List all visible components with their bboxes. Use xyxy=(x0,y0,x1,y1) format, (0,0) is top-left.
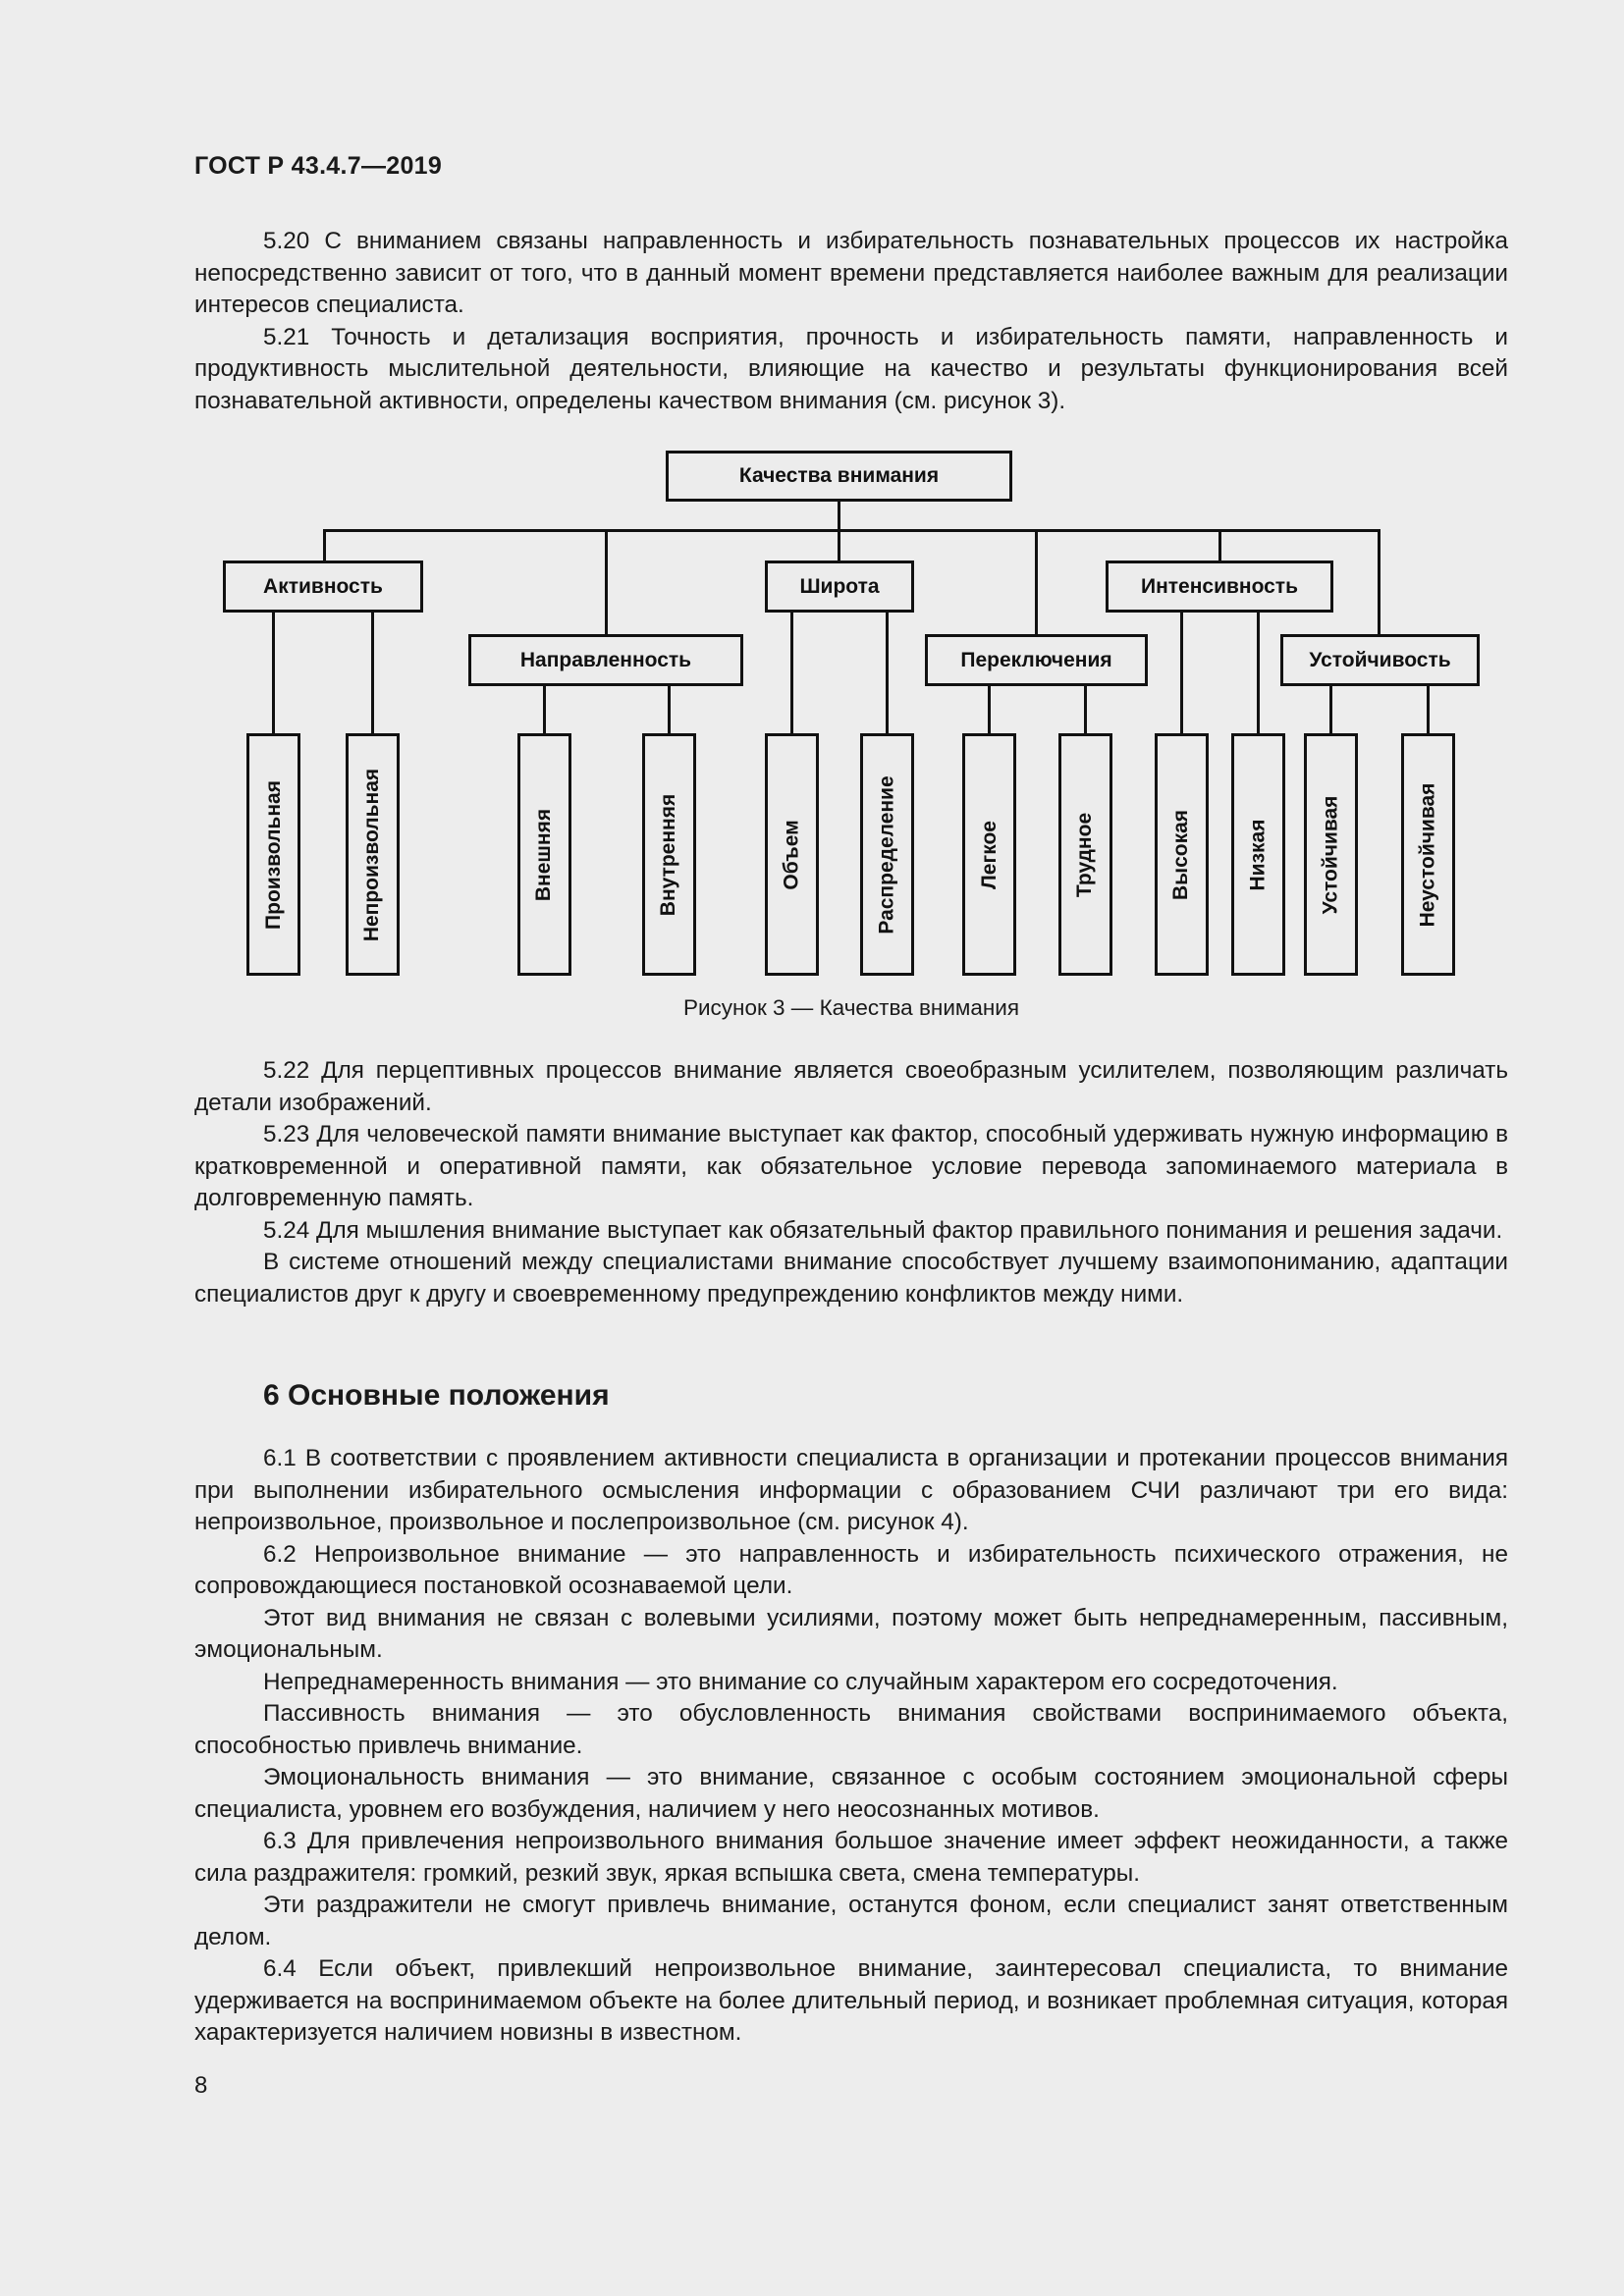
connector-leaf xyxy=(1180,611,1183,736)
group-label: Направленность xyxy=(519,648,692,671)
connector-g1 xyxy=(323,529,326,562)
leaf-box xyxy=(1058,733,1112,976)
connector-leaf xyxy=(272,611,275,736)
connector-g2 xyxy=(605,529,608,637)
page-number: 8 xyxy=(194,2072,208,2099)
leaf-label: Непроизвольная xyxy=(360,768,384,941)
diagram-root-box xyxy=(666,451,1012,502)
leaf-box xyxy=(517,733,571,976)
connector-leaf xyxy=(1427,684,1430,736)
leaf-box xyxy=(642,733,696,976)
paragraph-6-1: 6.1 В соответствии с проявлением активности специалиста в организации и протекании процессов внимания при выполнении избирательного осмысления информации с образованием СЧИ различают три его вида: непроизвольное, произвольное и послепроизвольное (см. рисунок 4). xyxy=(194,1445,1508,1535)
group-box-intensity xyxy=(1106,561,1333,613)
leaf-label: Распределение xyxy=(875,774,898,934)
leaf-label: Произвольная xyxy=(261,779,285,930)
section-title: 6 Основные положения xyxy=(263,1379,610,1412)
group-label: Активность xyxy=(263,574,383,598)
connector-bus xyxy=(323,529,1380,532)
paragraph-5-23: 5.23 Для человеческой памяти внимание выступает как фактор, способный удерживать нужную информацию в кратковременной и оперативной памяти, как обязательное условие перевода запоминаемого материала в долговременную память. xyxy=(194,1121,1508,1211)
group-label: Переключения xyxy=(960,648,1112,671)
text-block-before-figure xyxy=(194,226,1508,417)
paragraph-6-4: 6.4 Если объект, привлекший непроизвольное внимание, заинтересовал специалиста, то внимание удерживается на воспринимаемом объекте на более длительный период, и возникает проблемная ситуация, которая характеризуется наличием новизны в известном. xyxy=(194,1955,1508,2046)
group-box-direction xyxy=(468,634,743,686)
leaf-box xyxy=(1155,733,1209,976)
paragraph-5-20: 5.20 С вниманием связаны направленность и избирательность познавательных процессов их настройка непосредственно зависит от того, что в данный момент времени представляется наиболее важным для реализации интересов специалиста. xyxy=(194,228,1508,318)
document-header: ГОСТ Р 43.4.7—2019 xyxy=(194,152,443,180)
group-box-stability xyxy=(1280,634,1480,686)
text-block-section-6 xyxy=(194,1443,1508,2050)
connector-leaf xyxy=(1084,684,1087,736)
connector-leaf xyxy=(988,684,991,736)
leaf-box xyxy=(1231,733,1285,976)
connector-g6 xyxy=(1378,529,1380,637)
group-box-breadth xyxy=(765,561,914,613)
paragraph-6-3: 6.3 Для привлечения непроизвольного внимания большое значение имеет эффект неожиданности, а также сила раздражителя: громкий, резкий звук, яркая вспышка света, смена температуры. xyxy=(194,1828,1508,1887)
leaf-label: Высокая xyxy=(1169,809,1193,900)
paragraph-5-22: 5.22 Для перцептивных процессов внимание является своеобразным усилителем, позволяющим различать детали изображений. xyxy=(194,1057,1508,1116)
leaf-box xyxy=(346,733,400,976)
group-box-activity xyxy=(223,561,423,613)
paragraph-relations: В системе отношений между специалистами внимание способствует лучшему взаимопониманию, адаптации специалистов друг к другу и своевременному предупреждению конфликтов между ними. xyxy=(194,1249,1508,1308)
diagram-root-label: Качества внимания xyxy=(738,464,940,487)
leaf-box xyxy=(765,733,819,976)
paragraph: Эмоциональность внимания — это внимание, связанное с особым состоянием эмоциональной сферы специалиста, уровнем его возбуждения, наличием у него неосознанных мотивов. xyxy=(194,1764,1508,1823)
connector-root xyxy=(838,501,840,532)
leaf-label: Трудное xyxy=(1073,812,1097,897)
leaf-box xyxy=(1304,733,1358,976)
connector-g4 xyxy=(1035,529,1038,637)
paragraph-6-2: 6.2 Непроизвольное внимание — это направленность и избирательность психического отражения, не сопровождающиеся постановкой осознаваемой цели. xyxy=(194,1540,1508,1599)
group-box-switching xyxy=(925,634,1148,686)
leaf-label: Неустойчивая xyxy=(1416,782,1439,927)
figure-caption: Рисунок 3 — Качества внимания xyxy=(682,995,1020,1020)
paragraph-5-21: 5.21 Точность и детализация восприятия, прочность и избирательность памяти, направленность и продуктивность мыслительной деятельности, влияющие на качество и результаты функционирования всей познавательной активности, определены качеством внимания (см. рисунок 3). xyxy=(194,323,1508,414)
leaf-label: Устойчивая xyxy=(1319,795,1342,914)
paragraph-5-24: 5.24 Для мышления внимание выступает как обязательный фактор правильного понимания и решения задачи. xyxy=(263,1216,1503,1244)
leaf-label: Внутренняя xyxy=(657,793,680,916)
leaf-box xyxy=(860,733,914,976)
leaf-box xyxy=(962,733,1016,976)
leaf-label: Внешняя xyxy=(532,808,556,901)
connector-leaf xyxy=(543,684,546,736)
paragraph: Этот вид внимания не связан с волевыми усилиями, поэтому может быть непреднамеренным, пассивным, эмоциональным. xyxy=(194,1604,1508,1663)
group-label: Интенсивность xyxy=(1140,574,1299,598)
connector-g5 xyxy=(1218,529,1221,562)
connector-leaf xyxy=(1329,684,1332,736)
leaf-box xyxy=(1401,733,1455,976)
connector-leaf xyxy=(371,611,374,736)
connector-leaf xyxy=(790,611,793,736)
paragraph: Пассивность внимания — это обусловленность внимания свойствами воспринимаемого объекта, способностью привлечь внимание. xyxy=(194,1700,1508,1759)
paragraph: Эти раздражители не смогут привлечь внимание, останутся фоном, если специалист занят ответственным делом. xyxy=(194,1892,1508,1950)
leaf-label: Легкое xyxy=(977,820,1001,889)
connector-leaf xyxy=(668,684,671,736)
leaf-box xyxy=(246,733,300,976)
group-label: Широта xyxy=(799,574,880,598)
connector-g3 xyxy=(838,529,840,562)
paragraph: Непреднамеренность внимания — это внимание со случайным характером его сосредоточения. xyxy=(263,1668,1338,1695)
group-label: Устойчивость xyxy=(1309,648,1451,671)
connector-leaf xyxy=(886,611,889,736)
text-block-after-figure xyxy=(194,1055,1508,1310)
leaf-label: Объем xyxy=(780,819,803,890)
connector-leaf xyxy=(1257,611,1260,736)
leaf-label: Низкая xyxy=(1246,819,1270,890)
